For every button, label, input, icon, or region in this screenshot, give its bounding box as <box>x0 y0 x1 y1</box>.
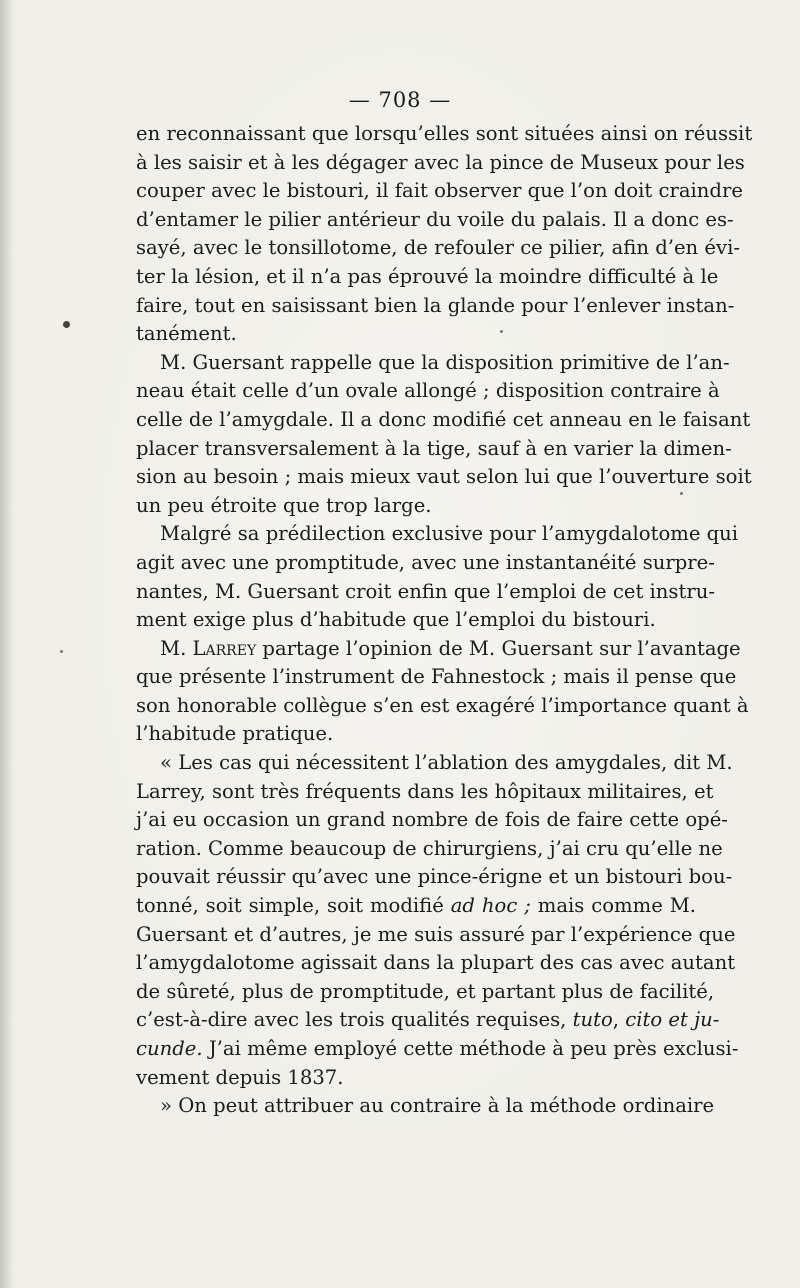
text-line: pouvait réussir qu’avec une pince-érigne et un bistouri bou- <box>136 865 733 889</box>
text-line: que présente l’instrument de Fahnestock ; mais il pense que <box>136 665 737 689</box>
italic-ad-hoc: ad hoc ; <box>450 894 531 918</box>
text-line-start: c’est-à-dire avec les trois qualités requises, <box>136 1008 567 1032</box>
text-line: couper avec le bistouri, il fait observer que l’on doit craindre <box>136 179 743 203</box>
text-line: placer transversalement à la tige, sauf à en varier la dimen- <box>136 436 732 460</box>
text-line: Larrey, sont très fréquents dans les hôpitaux militaires, et <box>136 779 714 803</box>
italic-jucunde-end: cunde. <box>136 1037 203 1060</box>
text-line: d’entamer le pilier antérieur du voile du palais. Il a donc es- <box>136 207 734 231</box>
text-line-rest: partage l’opinion de M. Guersant sur l’avantage <box>262 636 741 660</box>
text-line-start: tonné, soit simple, soit modifié <box>136 894 444 918</box>
text-line: nantes, M. Guersant croit enfin que l’emploi de cet instru- <box>136 579 715 603</box>
text-line: c’est-à-dire avec les trois qualités requises, tuto, cito et ju- <box>136 1008 720 1032</box>
text-line: M. Guersant rappelle que la disposition primitive de l’an- <box>160 350 730 374</box>
body-text <box>136 120 753 1121</box>
text-line: Malgré sa prédilection exclusive pour l’amygdalotome qui <box>160 522 739 546</box>
text-line: agit avec une promptitude, avec une instantanéité surpre- <box>136 550 715 574</box>
text-line: vement depuis 1837. <box>136 1065 344 1089</box>
text-line: à les saisir et à les dégager avec la pince de Museux pour les <box>136 150 745 174</box>
italic-jucunde-start: ju- <box>694 1008 720 1032</box>
text-line <box>136 635 741 664</box>
page-number: — 708 — <box>348 88 452 112</box>
text-line: son honorable collègue s’en est exagéré l’importance quant à <box>136 693 749 717</box>
text-line: Guersant et d’autres, je me suis assuré par l’expérience que <box>136 922 736 946</box>
paper-speck <box>500 330 503 333</box>
text-line-end: mais comme M. <box>537 894 697 918</box>
italic-tuto: tuto <box>572 1008 613 1032</box>
text-line: de sûreté, plus de promptitude, et partant plus de facilité, <box>136 979 715 1003</box>
text-line: l’amygdalotome agissait dans la plupart des cas avec autant <box>136 951 736 975</box>
text-line: ter la lésion, et il n’a pas éprouvé la moindre difficulté à le <box>136 264 719 288</box>
text-line: » On peut attribuer au contraire à la méthode ordinaire <box>160 1094 715 1118</box>
text-line: l’habitude pratique. <box>136 722 334 746</box>
speaker-name: M. Larrey <box>160 636 257 660</box>
text-line: en reconnaissant que lorsqu’elles sont situées ainsi on réussit <box>136 122 753 145</box>
text-line: sayé, avec le tonsillotome, de refouler ce pilier, afin d’en évi- <box>136 236 740 260</box>
text-line: sion au besoin ; mais mieux vaut selon lui que l’ouverture soit <box>136 465 752 489</box>
text-line: faire, tout en saisissant bien la glande pour l’enlever instan- <box>136 293 735 317</box>
text-line <box>136 1035 739 1064</box>
margin-dot <box>63 321 70 328</box>
italic-cito-et: cito et <box>625 1008 688 1032</box>
text-line: neau était celle d’un ovale allongé ; disposition contraire à <box>136 379 720 403</box>
text-line: ration. Comme beaucoup de chirurgiens, j’ai cru qu’elle ne <box>136 836 723 860</box>
text-line <box>136 892 696 921</box>
text-line: « Les cas qui nécessitent l’ablation des amygdales, dit M. <box>160 751 733 775</box>
text-line: un peu étroite que trop large. <box>136 493 432 517</box>
text-line: tanément. <box>136 322 237 346</box>
binding-shadow <box>0 0 14 1288</box>
text-line: ment exige plus d’habitude que l’emploi du bistouri. <box>136 608 656 632</box>
paper-speck <box>60 650 63 653</box>
text-line: celle de l’amygdale. Il a donc modifié cet anneau en le faisant <box>136 407 751 431</box>
paper-speck <box>680 492 683 495</box>
text-line: j’ai eu occasion un grand nombre de fois de faire cette opé- <box>136 808 728 832</box>
text-line-rest: J’ai même employé cette méthode à peu près exclusi- <box>208 1037 739 1060</box>
